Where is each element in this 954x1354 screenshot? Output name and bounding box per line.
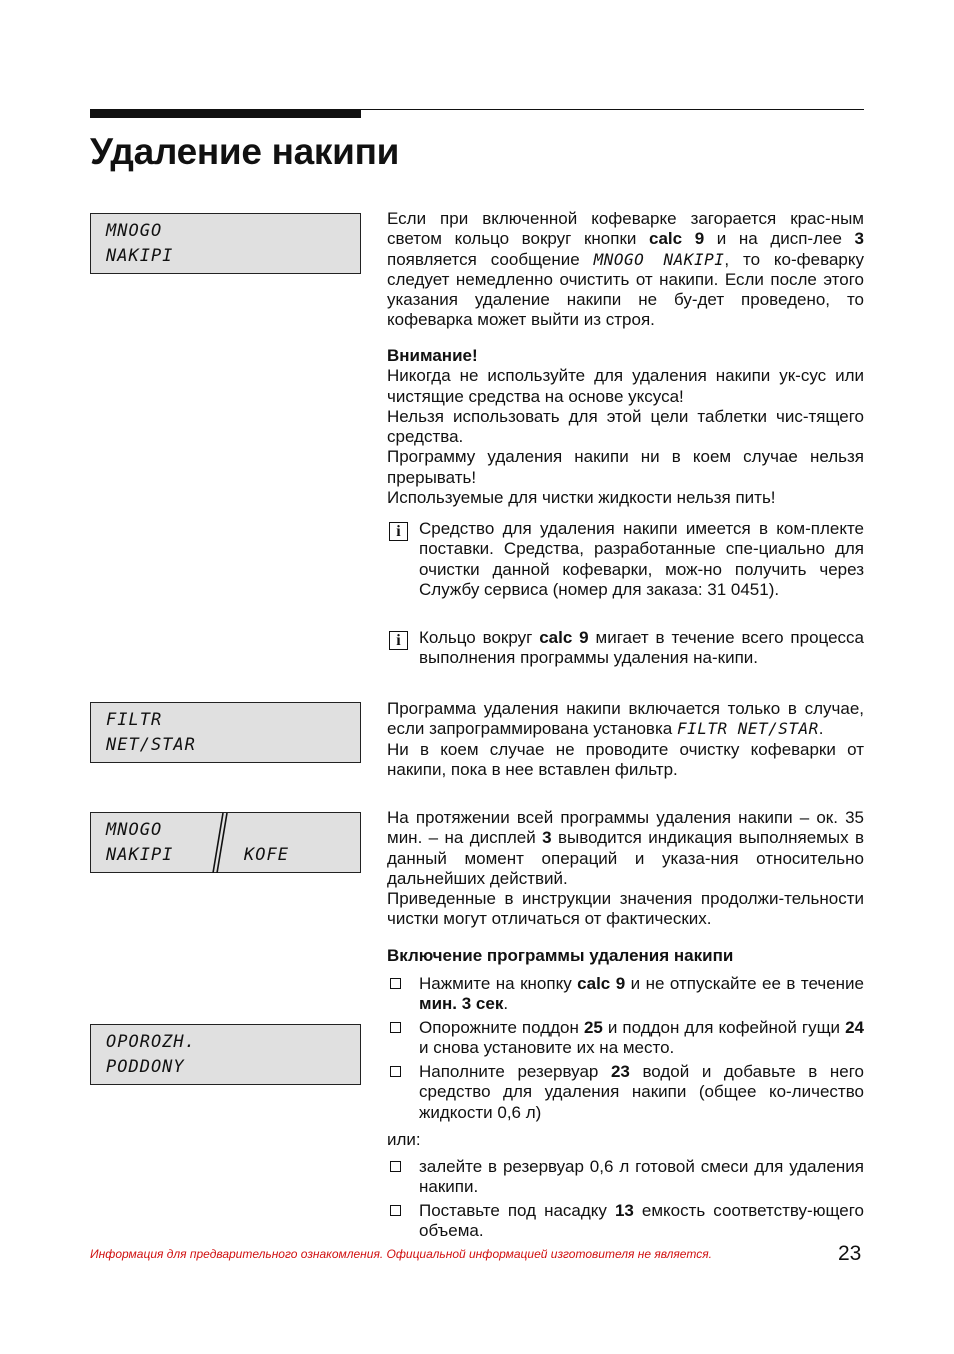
checkbox-bullet-icon xyxy=(390,1022,401,1033)
display-line-1: OPOROZH. xyxy=(106,1032,196,1052)
checkbox-bullet-icon xyxy=(390,1066,401,1077)
warning-heading: Внимание! xyxy=(387,346,478,365)
display-line-2: NAKIPI xyxy=(106,246,174,266)
display-line-1: MNOGO xyxy=(106,221,163,241)
section-heading: Включение программы удаления накипи xyxy=(387,946,734,965)
display-line-2: NAKIPI xyxy=(106,845,174,865)
checkbox-bullet-icon xyxy=(390,1161,401,1172)
or-label: или: xyxy=(387,1130,421,1149)
step-3: Наполните резервуар 23 водой и добавьте в него средство для удаления накипи (общее ко-личество жидкости 0,6 л) xyxy=(387,1062,864,1123)
page-number: 23 xyxy=(838,1242,862,1265)
header-rule-thick xyxy=(90,110,361,118)
duration-paragraph: На протяжении всей программы удаления накипи – ок. 35 мин. – на дисплей 3 выводится индикация выполняемых в данный момент операций и указа-ния относительно дальнейших действий. Приведенные в инструкции значения продолжи-тельности чистки могут отличаться от фактических. xyxy=(387,808,864,929)
display-oporozh-poddony xyxy=(90,1024,361,1085)
info-note-1: i Средство для удаления накипи имеется в ком-плекте поставки. Средства, разработанные спе-циально для очистки данной кофеварки, мож-но получить через Службу сервиса (номер для заказа: 31 0451). xyxy=(387,519,864,600)
warning-block: Внимание! Никогда не используйте для удаления накипи ук-сус или чистящие средства на основе уксуса! Нельзя использовать для этой цели таблетки чис-тящего средства. Программу удаления накипи ни в коем случае нельзя прерывать! Используемые для чистки жидкости нельзя пить! xyxy=(387,346,864,508)
display-line-right: KOFE xyxy=(244,845,289,865)
footer-disclaimer: Информация для предварительного ознакомления. Официальной информацией изготовителя не является. xyxy=(90,1247,712,1261)
step-4: залейте в резервуар 0,6 л готовой смеси для удаления накипи. xyxy=(387,1157,864,1198)
intro-paragraph: Если при включенной кофеварке загорается крас-ным светом кольцо вокруг кнопки calc 9 и на дисп-лее 3 появляется сообщение MNOGO NAKIPI, то ко-феварку следует немедленно очистить от накипи. Если после этого указания удаление накипи не бу-дет проведено, то кофеварка может выйти из строя. xyxy=(387,209,865,330)
display-line-2: NET/STAR xyxy=(106,735,196,755)
display-line-1: MNOGO xyxy=(106,820,163,840)
page-title: Удаление накипи xyxy=(90,131,400,172)
display-line-1: FILTR xyxy=(106,710,163,730)
step-1: Нажмите на кнопку calc 9 и не отпускайте ее в течение мин. 3 сек. xyxy=(387,974,864,1015)
display-line-2: PODDONY xyxy=(106,1057,185,1077)
checkbox-bullet-icon xyxy=(390,1205,401,1216)
info-icon: i xyxy=(389,522,408,541)
info-note-2: i Кольцо вокруг calc 9 мигает в течение всего процесса выполнения программы удаления на-кипи. xyxy=(387,628,864,669)
checkbox-bullet-icon xyxy=(390,978,401,989)
step-5: Поставьте под насадку 13 емкость соответству-ющего объема. xyxy=(387,1201,864,1242)
info-icon: i xyxy=(389,631,408,650)
display-mnogo-nakipi xyxy=(90,213,361,274)
display-mnogo-nakipi-kofe xyxy=(90,812,361,873)
step-2: Опорожните поддон 25 и поддон для кофейной гущи 24 и снова установите их на место. xyxy=(387,1018,864,1059)
alternating-slash-icon xyxy=(207,813,231,873)
filter-note: Программа удаления накипи включается только в случае, если запрограммирована установка FILTR NET/STAR. Ни в коем случае не проводите очистку кофеварки от накипи, пока в нее вставлен фильтр. xyxy=(387,699,864,779)
display-filtr-net-star xyxy=(90,702,361,763)
